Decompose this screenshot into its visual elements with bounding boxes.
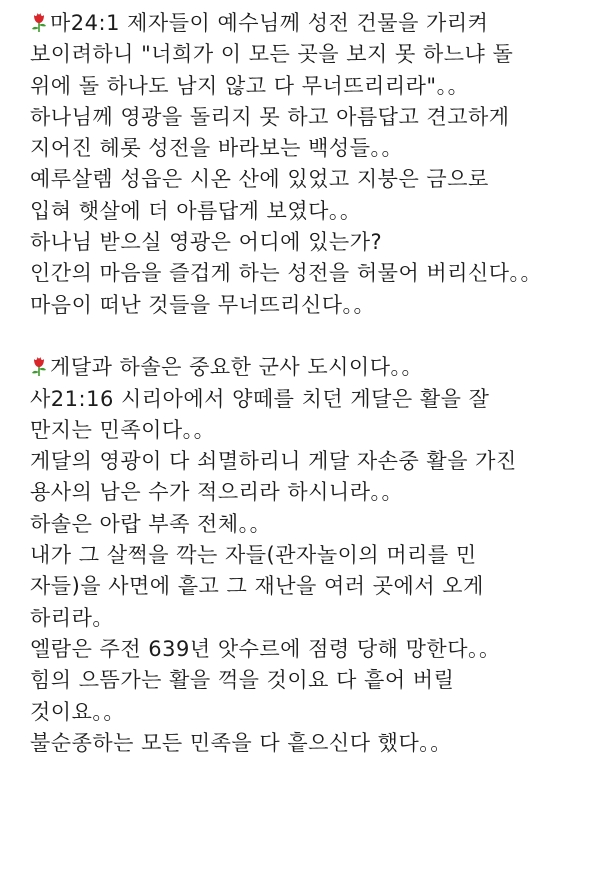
text-line <box>30 196 590 227</box>
text-line <box>30 290 590 321</box>
text-line-content: 입혀 햇살에 더 아름답게 보였다。。 <box>30 198 362 223</box>
text-line-content: 것이요。。 <box>30 699 125 724</box>
text-line <box>30 634 590 665</box>
text-line-content: 게달과 하솔은 중요한 군사 도시이다。。 <box>50 355 423 380</box>
text-line-content: 하나님 받으실 영광은 어디에 있는가? <box>30 230 383 255</box>
text-line <box>30 352 590 383</box>
text-line <box>30 728 590 759</box>
rose-icon <box>30 11 48 33</box>
text-line-content: 지어진 헤롯 성전을 바라보는 백성들。。 <box>30 136 403 161</box>
text-line <box>30 603 590 634</box>
text-line-content: 위에 돌 하나도 남지 않고 다 무너뜨리리라"。。 <box>30 73 470 98</box>
text-line <box>30 8 590 39</box>
text-line <box>30 415 590 446</box>
text-line-content: 하리라。 <box>30 605 114 630</box>
text-line-content: 마음이 떠난 것들을 무너뜨리신다。。 <box>30 292 376 317</box>
paragraph-spacer <box>30 321 590 352</box>
text-line-content: 힘의 으뜸가는 활을 꺽을 것이요 다 흩어 버릴 <box>30 668 455 693</box>
text-line <box>30 697 590 728</box>
text-line-content: 하나님께 영광을 돌리지 못 하고 아름답고 견고하게 <box>30 104 510 129</box>
text-line-content: 예루살렘 성읍은 시온 산에 있었고 지붕은 금으로 <box>30 167 489 192</box>
text-line-content: 게달의 영광이 다 쇠멸하리니 게달 자손중 활을 가진 <box>30 449 517 474</box>
text-line <box>30 133 590 164</box>
text-line <box>30 477 590 508</box>
text-line <box>30 39 590 70</box>
text-line-content: 보이려하니 "너희가 이 모든 곳을 보지 못 하느냐 돌 <box>30 42 514 67</box>
text-line <box>30 227 590 258</box>
text-line-content: 사21:16 시리아에서 양떼를 치던 게달은 활을 잘 <box>30 386 490 411</box>
text-line <box>30 540 590 571</box>
text-line-content: 엘람은 주전 639년 앗수르에 점령 당해 망한다。。 <box>30 636 501 661</box>
text-line-content: 인간의 마음을 즐겁게 하는 성전을 허물어 버리신다。。 <box>30 261 543 286</box>
text-line <box>30 102 590 133</box>
text-line <box>30 71 590 102</box>
text-line-content: 자들)을 사면에 흩고 그 재난을 여러 곳에서 오게 <box>30 574 484 599</box>
text-line <box>30 446 590 477</box>
text-line <box>30 384 590 415</box>
text-line <box>30 509 590 540</box>
text-line <box>30 571 590 602</box>
text-line <box>30 164 590 195</box>
text-line <box>30 258 590 289</box>
text-line-content: 불순종하는 모든 민족을 다 흩으신다 했다。。 <box>30 730 452 755</box>
text-line-content: 마24:1 제자들이 예수님께 성전 건물을 가리켜 <box>50 11 489 35</box>
text-line-content: 만지는 민족이다。。 <box>30 417 216 442</box>
text-line <box>30 665 590 696</box>
text-line-content: 내가 그 살쩍을 깍는 자들(관자놀이의 머리를 민 <box>30 543 477 568</box>
text-line-content: 용사의 남은 수가 적으리라 하시니라。。 <box>30 480 403 505</box>
text-line-content: 하솔은 아랍 부족 전체。。 <box>30 511 272 536</box>
rose-icon <box>30 355 48 377</box>
